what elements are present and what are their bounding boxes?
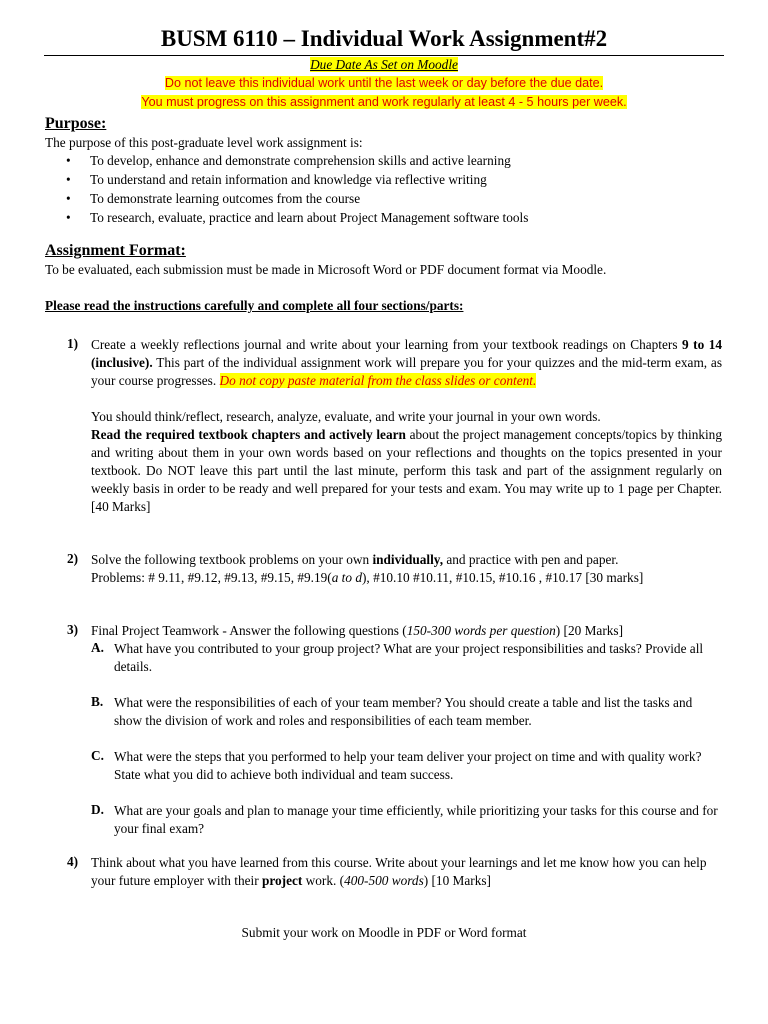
section-2-line-1 — [91, 551, 722, 569]
section-1-para-3 — [91, 426, 722, 516]
section-3-intro — [91, 622, 722, 640]
bullet-icon: • — [66, 153, 71, 168]
title-underline — [44, 55, 724, 56]
warning-line-2 — [0, 95, 768, 109]
format-heading: Assignment Format: — [45, 242, 186, 259]
due-date-note — [0, 57, 768, 73]
section-4-text: Think about what you have learned from this course. Write about your learnings and let me know how you can help your future employer with their — [91, 855, 707, 888]
section-1-text: Create a weekly reflections journal and write about your learning from your textbook readings on Chapters — [91, 337, 682, 352]
purpose-bullet-item — [62, 191, 528, 210]
due-date-text: Due Date As Set on Moodle — [310, 57, 458, 72]
section-1-para-1 — [91, 336, 722, 390]
instructions-line: Please read the instructions carefully and complete all four sections/parts: — [45, 298, 464, 313]
section-3-number: 3) — [67, 622, 79, 637]
section-2-number: 2) — [67, 551, 79, 566]
section-3-word-count: 150-300 words per question — [406, 623, 556, 638]
warning-text-2: You must progress on this assignment and work regularly at least 4 - 5 hours per week. — [141, 95, 627, 109]
bullet-icon: • — [66, 172, 71, 187]
purpose-bullet-item — [62, 153, 528, 172]
section-4-emphasis: project — [261, 873, 303, 888]
warning-text-1: Do not leave this individual work until the last week or day before the due date. — [164, 76, 604, 90]
warning-line-1 — [0, 76, 768, 90]
section-4-text: ) [10 Marks] — [423, 873, 491, 888]
question-letter-b: B. — [91, 694, 104, 709]
section-4-text: work. ( — [302, 873, 345, 888]
format-text: To be evaluated, each submission must be made in Microsoft Word or PDF document format via Moodle. — [45, 262, 607, 277]
section-4-word-count: 400-500 words — [344, 873, 424, 888]
question-b-text: What were the responsibilities of each of your team member? You should create a table and list the tasks and show the division of work and roles and responsibilities of each team member. — [114, 695, 693, 728]
section-1-text: This part of the individual assignment work will prepare you for your quizzes and the mid-term exam, as your course progresses. — [91, 355, 722, 388]
problems-range: a to d — [331, 570, 362, 585]
section-1-emphasis: Read the required textbook chapters and actively learn — [91, 427, 406, 442]
section-1-chapters: 9 to 14 (inclusive). — [91, 337, 723, 370]
purpose-bullet-list — [62, 153, 528, 229]
problems-text: ), #10.10 #10.11, #10.15, #10.16 , #10.17 [30 marks] — [362, 570, 644, 585]
section-1-warning: Do not copy paste material from the class slides or content. — [219, 373, 537, 388]
purpose-bullet-item — [62, 210, 528, 229]
question-letter-c: C. — [91, 748, 104, 763]
section-3-text: ) [20 Marks] — [555, 623, 624, 638]
bullet-text: To research, evaluate, practice and learn about Project Management software tools — [90, 210, 529, 225]
bullet-icon: • — [66, 210, 71, 225]
section-1-text: about the project management concepts/topics by thinking and writing about them in your own words based on your reflections and thoughts on the topics presented in your textbook. Do NOT leave this part until the last minute, perform this task and part of the assignment regularly on weekly basis in order to be ready and well prepared for your tests and exam. You may write up to 1 page per Chapter. [40 Marks] — [91, 427, 722, 514]
section-2-text: Solve the following textbook problems on your own — [91, 552, 373, 567]
section-2-text: and practice with pen and paper. — [443, 552, 619, 567]
question-letter-a: A. — [91, 640, 104, 655]
purpose-intro: The purpose of this post-graduate level work assignment is: — [45, 135, 363, 150]
section-4-number: 4) — [67, 854, 79, 869]
section-4-text-block — [91, 854, 722, 890]
problems-text: Problems: # 9.11, #9.12, #9.13, #9.15, #9.19( — [91, 570, 332, 585]
question-letter-d: D. — [91, 802, 104, 817]
bullet-text: To develop, enhance and demonstrate comprehension skills and active learning — [90, 153, 511, 168]
purpose-bullet-item — [62, 172, 528, 191]
section-2-emphasis: individually, — [372, 552, 444, 567]
question-c-text: What were the steps that you performed to help your team deliver your project on time and with quality work? State what you did to achieve both individual and team success. — [114, 749, 702, 782]
submission-note: Submit your work on Moodle in PDF or Word format — [241, 925, 527, 940]
purpose-heading: Purpose: — [45, 115, 107, 132]
question-d-text: What are your goals and plan to manage your time efficiently, while prioritizing your tasks for this course and for your final exam? — [114, 803, 718, 836]
document-title: BUSM 6110 – Individual Work Assignment#2 — [160, 26, 608, 51]
bullet-text: To demonstrate learning outcomes from the course — [90, 191, 361, 206]
question-a-text: What have you contributed to your group project? What are your project responsibilities and tasks? Provide all details. — [114, 641, 704, 674]
section-1-number: 1) — [67, 336, 79, 351]
bullet-icon: • — [66, 191, 71, 206]
section-2-problems — [91, 569, 722, 587]
section-3-text: Final Project Teamwork - Answer the following questions ( — [91, 623, 407, 638]
section-1-para-2: You should think/reflect, research, analyze, evaluate, and write your journal in your own words. — [91, 409, 601, 424]
bullet-text: To understand and retain information and knowledge via reflective writing — [90, 172, 487, 187]
